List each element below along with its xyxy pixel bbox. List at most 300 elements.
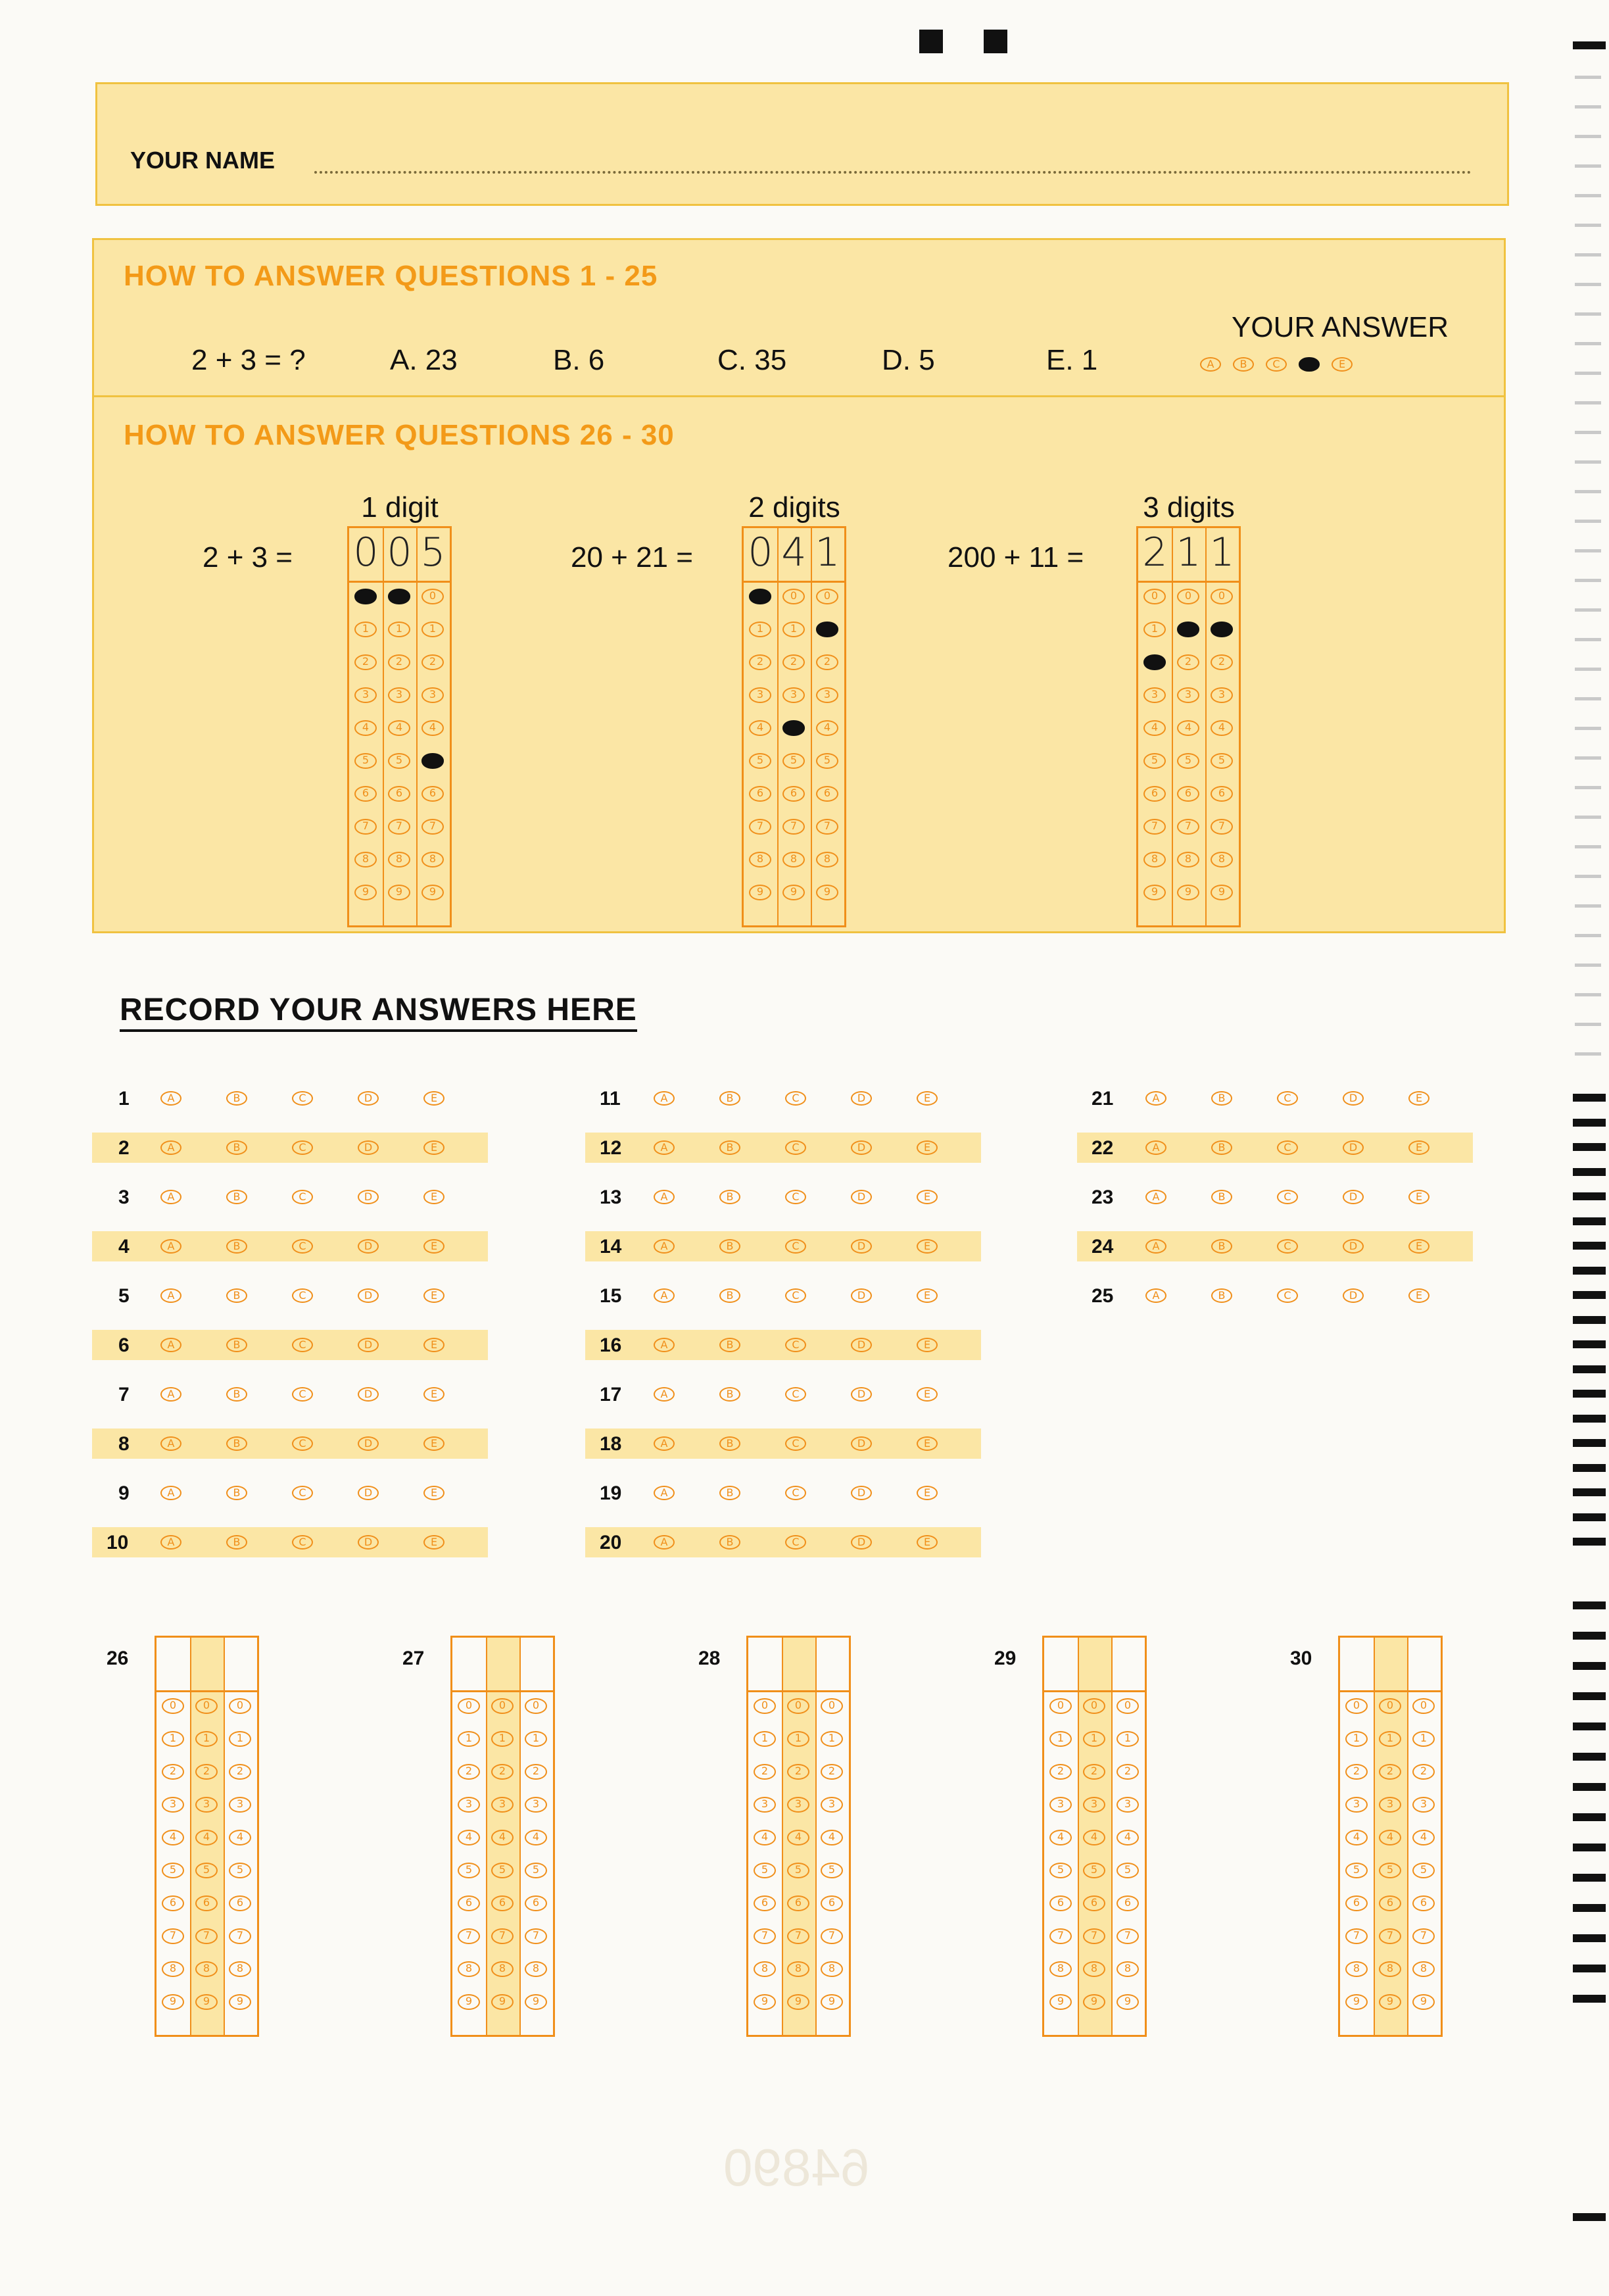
example-grid-1-bubble-9[interactable]: 9 bbox=[388, 885, 410, 900]
answer-bubble-22-a[interactable]: A bbox=[1145, 1140, 1166, 1155]
answer-grid-29-bubble-1[interactable]: 1 bbox=[1117, 1731, 1139, 1747]
answer-bubble-20-d[interactable]: D bbox=[851, 1535, 872, 1550]
example-grid-3-bubble-1[interactable] bbox=[1211, 622, 1233, 637]
example-grid-2-bubble-1[interactable]: 1 bbox=[782, 622, 805, 637]
answer-grid-29-bubble-1[interactable]: 1 bbox=[1083, 1731, 1105, 1747]
answer-grid-29-bubble-3[interactable]: 3 bbox=[1083, 1797, 1105, 1813]
answer-bubble-18-d[interactable]: D bbox=[851, 1436, 872, 1451]
answer-bubble-14-b[interactable]: B bbox=[719, 1239, 740, 1254]
answer-grid-29-bubble-2[interactable]: 2 bbox=[1083, 1764, 1105, 1780]
answer-grid-29-bubble-8[interactable]: 8 bbox=[1083, 1961, 1105, 1977]
answer-bubble-15-a[interactable]: A bbox=[654, 1288, 675, 1303]
answer-bubble-17-b[interactable]: B bbox=[719, 1387, 740, 1402]
answer-grid-28-bubble-0[interactable]: 0 bbox=[787, 1698, 809, 1714]
example-grid-1-bubble-6[interactable]: 6 bbox=[421, 786, 444, 802]
answer-grid-30-bubble-0[interactable]: 0 bbox=[1412, 1698, 1435, 1714]
example-grid-2-bubble-8[interactable]: 8 bbox=[816, 852, 838, 867]
answer-grid-26-bubble-3[interactable]: 3 bbox=[162, 1797, 184, 1813]
answer-bubble-13-c[interactable]: C bbox=[785, 1190, 806, 1204]
example-grid-1-bubble-2[interactable]: 2 bbox=[421, 654, 444, 670]
answer-grid-30-bubble-3[interactable]: 3 bbox=[1345, 1797, 1368, 1813]
example-grid-2-bubble-2[interactable]: 2 bbox=[749, 654, 771, 670]
example-grid-3-bubble-0[interactable]: 0 bbox=[1211, 589, 1233, 604]
example-grid-1-bubble-7[interactable]: 7 bbox=[388, 819, 410, 835]
answer-grid-26-bubble-8[interactable]: 8 bbox=[229, 1961, 251, 1977]
answer-bubble-23-c[interactable]: C bbox=[1277, 1190, 1298, 1204]
answer-grid-26-bubble-7[interactable]: 7 bbox=[195, 1928, 218, 1944]
answer-grid-28-bubble-1[interactable]: 1 bbox=[821, 1731, 843, 1747]
answer-grid-27-bubble-7[interactable]: 7 bbox=[525, 1928, 547, 1944]
answer-grid-26-bubble-4[interactable]: 4 bbox=[229, 1830, 251, 1845]
answer-bubble-8-c[interactable]: C bbox=[292, 1436, 313, 1451]
answer-grid-27-bubble-6[interactable]: 6 bbox=[525, 1895, 547, 1911]
answer-bubble-1-a[interactable]: A bbox=[160, 1091, 181, 1106]
answer-grid-28-bubble-4[interactable]: 4 bbox=[821, 1830, 843, 1845]
answer-bubble-15-e[interactable]: E bbox=[917, 1288, 938, 1303]
example-grid-3-bubble-3[interactable]: 3 bbox=[1143, 687, 1166, 703]
answer-bubble-24-b[interactable]: B bbox=[1211, 1239, 1232, 1254]
answer-grid-28-bubble-1[interactable]: 1 bbox=[787, 1731, 809, 1747]
answer-grid-27-bubble-2[interactable]: 2 bbox=[491, 1764, 514, 1780]
example-grid-3-bubble-5[interactable]: 5 bbox=[1143, 753, 1166, 769]
answer-bubble-8-a[interactable]: A bbox=[160, 1436, 181, 1451]
answer-bubble-25-e[interactable]: E bbox=[1408, 1288, 1429, 1303]
answer-bubble-3-e[interactable]: E bbox=[423, 1190, 444, 1204]
example-grid-3-bubble-8[interactable]: 8 bbox=[1177, 852, 1199, 867]
example-grid-1-bubble-3[interactable]: 3 bbox=[421, 687, 444, 703]
answer-bubble-6-b[interactable]: B bbox=[226, 1338, 247, 1352]
answer-bubble-13-e[interactable]: E bbox=[917, 1190, 938, 1204]
example-grid-3-bubble-4[interactable]: 4 bbox=[1177, 720, 1199, 736]
answer-bubble-5-e[interactable]: E bbox=[423, 1288, 444, 1303]
answer-grid-26-bubble-6[interactable]: 6 bbox=[229, 1895, 251, 1911]
answer-grid-26-bubble-3[interactable]: 3 bbox=[229, 1797, 251, 1813]
answer-bubble-7-e[interactable]: E bbox=[423, 1387, 444, 1402]
answer-grid-27-bubble-3[interactable]: 3 bbox=[525, 1797, 547, 1813]
example-grid-1-bubble-2[interactable]: 2 bbox=[388, 654, 410, 670]
example-grid-1-bubble-0[interactable] bbox=[354, 589, 377, 604]
answer-grid-30-bubble-7[interactable]: 7 bbox=[1412, 1928, 1435, 1944]
answer-bubble-17-e[interactable]: E bbox=[917, 1387, 938, 1402]
example-grid-2-bubble-1[interactable]: 1 bbox=[749, 622, 771, 637]
example-grid-2-bubble-8[interactable]: 8 bbox=[749, 852, 771, 867]
answer-grid-27-bubble-1[interactable]: 1 bbox=[491, 1731, 514, 1747]
answer-bubble-4-c[interactable]: C bbox=[292, 1239, 313, 1254]
answer-bubble-21-b[interactable]: B bbox=[1211, 1091, 1232, 1106]
answer-grid-30-bubble-1[interactable]: 1 bbox=[1412, 1731, 1435, 1747]
answer-grid-30-bubble-4[interactable]: 4 bbox=[1412, 1830, 1435, 1845]
answer-grid-30-bubble-2[interactable]: 2 bbox=[1345, 1764, 1368, 1780]
answer-grid-28-bubble-0[interactable]: 0 bbox=[754, 1698, 776, 1714]
answer-bubble-24-a[interactable]: A bbox=[1145, 1239, 1166, 1254]
answer-bubble-23-d[interactable]: D bbox=[1343, 1190, 1364, 1204]
answer-bubble-1-e[interactable]: E bbox=[423, 1091, 444, 1106]
answer-grid-30-bubble-6[interactable]: 6 bbox=[1412, 1895, 1435, 1911]
answer-bubble-5-b[interactable]: B bbox=[226, 1288, 247, 1303]
answer-bubble-19-c[interactable]: C bbox=[785, 1486, 806, 1500]
answer-grid-28-bubble-2[interactable]: 2 bbox=[787, 1764, 809, 1780]
answer-grid-26-bubble-7[interactable]: 7 bbox=[229, 1928, 251, 1944]
answer-grid-29-bubble-2[interactable]: 2 bbox=[1049, 1764, 1072, 1780]
answer-grid-30-bubble-5[interactable]: 5 bbox=[1379, 1863, 1401, 1878]
answer-bubble-9-b[interactable]: B bbox=[226, 1486, 247, 1500]
answer-bubble-9-a[interactable]: A bbox=[160, 1486, 181, 1500]
example-grid-2-bubble-6[interactable]: 6 bbox=[816, 786, 838, 802]
example-grid-1-bubble-1[interactable]: 1 bbox=[388, 622, 410, 637]
answer-bubble-22-e[interactable]: E bbox=[1408, 1140, 1429, 1155]
answer-grid-28-bubble-7[interactable]: 7 bbox=[787, 1928, 809, 1944]
answer-bubble-2-c[interactable]: C bbox=[292, 1140, 313, 1155]
answer-grid-30-bubble-3[interactable]: 3 bbox=[1412, 1797, 1435, 1813]
example-grid-3-bubble-0[interactable]: 0 bbox=[1143, 589, 1166, 604]
answer-grid-26-bubble-0[interactable]: 0 bbox=[229, 1698, 251, 1714]
example-grid-1-bubble-1[interactable]: 1 bbox=[421, 622, 444, 637]
answer-grid-26-bubble-5[interactable]: 5 bbox=[229, 1863, 251, 1878]
answer-grid-30-bubble-9[interactable]: 9 bbox=[1345, 1994, 1368, 2010]
example-grid-2-bubble-7[interactable]: 7 bbox=[782, 819, 805, 835]
answer-bubble-8-b[interactable]: B bbox=[226, 1436, 247, 1451]
answer-bubble-11-e[interactable]: E bbox=[917, 1091, 938, 1106]
example-grid-3-bubble-1[interactable]: 1 bbox=[1143, 622, 1166, 637]
answer-bubble-24-e[interactable]: E bbox=[1408, 1239, 1429, 1254]
answer-grid-28-bubble-0[interactable]: 0 bbox=[821, 1698, 843, 1714]
example-grid-2-bubble-5[interactable]: 5 bbox=[782, 753, 805, 769]
example-grid-3-bubble-9[interactable]: 9 bbox=[1143, 885, 1166, 900]
example-grid-1-bubble-1[interactable]: 1 bbox=[354, 622, 377, 637]
example-grid-3-bubble-5[interactable]: 5 bbox=[1177, 753, 1199, 769]
example-grid-1-bubble-3[interactable]: 3 bbox=[354, 687, 377, 703]
answer-grid-30-bubble-7[interactable]: 7 bbox=[1345, 1928, 1368, 1944]
answer-grid-27-bubble-1[interactable]: 1 bbox=[458, 1731, 480, 1747]
example-grid-2-bubble-9[interactable]: 9 bbox=[816, 885, 838, 900]
answer-grid-26-bubble-1[interactable]: 1 bbox=[162, 1731, 184, 1747]
answer-bubble-9-d[interactable]: D bbox=[358, 1486, 379, 1500]
answer-grid-27-bubble-4[interactable]: 4 bbox=[491, 1830, 514, 1845]
example-grid-2-bubble-9[interactable]: 9 bbox=[782, 885, 805, 900]
answer-grid-28-bubble-8[interactable]: 8 bbox=[787, 1961, 809, 1977]
answer-grid-29-bubble-7[interactable]: 7 bbox=[1117, 1928, 1139, 1944]
answer-grid-27-bubble-4[interactable]: 4 bbox=[525, 1830, 547, 1845]
answer-bubble-12-d[interactable]: D bbox=[851, 1140, 872, 1155]
example-grid-3-bubble-2[interactable]: 2 bbox=[1211, 654, 1233, 670]
answer-bubble-24-c[interactable]: C bbox=[1277, 1239, 1298, 1254]
answer-bubble-6-e[interactable]: E bbox=[423, 1338, 444, 1352]
answer-grid-30-bubble-5[interactable]: 5 bbox=[1345, 1863, 1368, 1878]
example-grid-3-bubble-4[interactable]: 4 bbox=[1143, 720, 1166, 736]
answer-grid-29-bubble-4[interactable]: 4 bbox=[1083, 1830, 1105, 1845]
answer-grid-28-bubble-3[interactable]: 3 bbox=[754, 1797, 776, 1813]
answer-bubble-4-e[interactable]: E bbox=[423, 1239, 444, 1254]
answer-bubble-25-b[interactable]: B bbox=[1211, 1288, 1232, 1303]
example-grid-3-bubble-0[interactable]: 0 bbox=[1177, 589, 1199, 604]
answer-grid-30-bubble-4[interactable]: 4 bbox=[1379, 1830, 1401, 1845]
answer-bubble-24-d[interactable]: D bbox=[1343, 1239, 1364, 1254]
example-grid-2-bubble-4[interactable] bbox=[782, 720, 805, 736]
answer-grid-30-bubble-1[interactable]: 1 bbox=[1345, 1731, 1368, 1747]
example-grid-1-bubble-5[interactable]: 5 bbox=[388, 753, 410, 769]
answer-bubble-7-c[interactable]: C bbox=[292, 1387, 313, 1402]
answer-grid-27-bubble-2[interactable]: 2 bbox=[525, 1764, 547, 1780]
answer-grid-27-bubble-5[interactable]: 5 bbox=[491, 1863, 514, 1878]
answer-bubble-25-c[interactable]: C bbox=[1277, 1288, 1298, 1303]
example-grid-1-bubble-0[interactable] bbox=[388, 589, 410, 604]
answer-grid-26-bubble-2[interactable]: 2 bbox=[162, 1764, 184, 1780]
answer-bubble-7-b[interactable]: B bbox=[226, 1387, 247, 1402]
example-grid-2-bubble-4[interactable]: 4 bbox=[816, 720, 838, 736]
answer-grid-30-bubble-9[interactable]: 9 bbox=[1379, 1994, 1401, 2010]
answer-bubble-20-b[interactable]: B bbox=[719, 1535, 740, 1550]
answer-grid-27-bubble-0[interactable]: 0 bbox=[491, 1698, 514, 1714]
example-grid-3-bubble-3[interactable]: 3 bbox=[1211, 687, 1233, 703]
answer-grid-29-bubble-0[interactable]: 0 bbox=[1083, 1698, 1105, 1714]
answer-grid-30-bubble-2[interactable]: 2 bbox=[1412, 1764, 1435, 1780]
answer-grid-27-bubble-8[interactable]: 8 bbox=[458, 1961, 480, 1977]
answer-bubble-21-e[interactable]: E bbox=[1408, 1091, 1429, 1106]
answer-bubble-5-d[interactable]: D bbox=[358, 1288, 379, 1303]
answer-bubble-12-e[interactable]: E bbox=[917, 1140, 938, 1155]
answer-grid-29-bubble-6[interactable]: 6 bbox=[1049, 1895, 1072, 1911]
answer-bubble-3-b[interactable]: B bbox=[226, 1190, 247, 1204]
example-grid-2-bubble-1[interactable] bbox=[816, 622, 838, 637]
answer-bubble-2-d[interactable]: D bbox=[358, 1140, 379, 1155]
answer-bubble-15-c[interactable]: C bbox=[785, 1288, 806, 1303]
answer-bubble-10-e[interactable]: E bbox=[423, 1535, 444, 1550]
example-grid-3-bubble-2[interactable]: 2 bbox=[1177, 654, 1199, 670]
answer-grid-27-bubble-6[interactable]: 6 bbox=[458, 1895, 480, 1911]
answer-bubble-8-d[interactable]: D bbox=[358, 1436, 379, 1451]
answer-grid-29-bubble-3[interactable]: 3 bbox=[1117, 1797, 1139, 1813]
example-grid-3-bubble-1[interactable] bbox=[1177, 622, 1199, 637]
answer-bubble-13-b[interactable]: B bbox=[719, 1190, 740, 1204]
answer-grid-28-bubble-5[interactable]: 5 bbox=[787, 1863, 809, 1878]
answer-grid-26-bubble-9[interactable]: 9 bbox=[229, 1994, 251, 2010]
answer-grid-27-bubble-9[interactable]: 9 bbox=[458, 1994, 480, 2010]
answer-bubble-16-d[interactable]: D bbox=[851, 1338, 872, 1352]
answer-bubble-14-a[interactable]: A bbox=[654, 1239, 675, 1254]
example-grid-2-bubble-6[interactable]: 6 bbox=[782, 786, 805, 802]
answer-grid-29-bubble-9[interactable]: 9 bbox=[1117, 1994, 1139, 2010]
answer-bubble-22-c[interactable]: C bbox=[1277, 1140, 1298, 1155]
example-grid-2-bubble-3[interactable]: 3 bbox=[816, 687, 838, 703]
answer-grid-29-bubble-6[interactable]: 6 bbox=[1117, 1895, 1139, 1911]
answer-grid-30-bubble-9[interactable]: 9 bbox=[1412, 1994, 1435, 2010]
answer-bubble-20-e[interactable]: E bbox=[917, 1535, 938, 1550]
answer-bubble-14-e[interactable]: E bbox=[917, 1239, 938, 1254]
example-grid-1-bubble-9[interactable]: 9 bbox=[354, 885, 377, 900]
answer-bubble-16-e[interactable]: E bbox=[917, 1338, 938, 1352]
answer-grid-28-bubble-8[interactable]: 8 bbox=[821, 1961, 843, 1977]
example-grid-2-bubble-7[interactable]: 7 bbox=[816, 819, 838, 835]
answer-grid-27-bubble-3[interactable]: 3 bbox=[491, 1797, 514, 1813]
answer-grid-26-bubble-1[interactable]: 1 bbox=[229, 1731, 251, 1747]
answer-grid-26-bubble-7[interactable]: 7 bbox=[162, 1928, 184, 1944]
answer-grid-28-bubble-4[interactable]: 4 bbox=[787, 1830, 809, 1845]
answer-bubble-10-d[interactable]: D bbox=[358, 1535, 379, 1550]
answer-bubble-5-a[interactable]: A bbox=[160, 1288, 181, 1303]
example-grid-1-bubble-8[interactable]: 8 bbox=[421, 852, 444, 867]
answer-grid-27-bubble-7[interactable]: 7 bbox=[491, 1928, 514, 1944]
answer-grid-26-bubble-8[interactable]: 8 bbox=[162, 1961, 184, 1977]
answer-grid-26-bubble-0[interactable]: 0 bbox=[195, 1698, 218, 1714]
answer-bubble-10-c[interactable]: C bbox=[292, 1535, 313, 1550]
answer-grid-26-bubble-2[interactable]: 2 bbox=[229, 1764, 251, 1780]
answer-bubble-3-a[interactable]: A bbox=[160, 1190, 181, 1204]
answer-bubble-16-a[interactable]: A bbox=[654, 1338, 675, 1352]
answer-bubble-8-e[interactable]: E bbox=[423, 1436, 444, 1451]
example-grid-1-bubble-4[interactable]: 4 bbox=[354, 720, 377, 736]
example-grid-3-bubble-7[interactable]: 7 bbox=[1211, 819, 1233, 835]
example-grid-1-bubble-2[interactable]: 2 bbox=[354, 654, 377, 670]
answer-grid-28-bubble-4[interactable]: 4 bbox=[754, 1830, 776, 1845]
example-grid-3-bubble-3[interactable]: 3 bbox=[1177, 687, 1199, 703]
answer-grid-30-bubble-6[interactable]: 6 bbox=[1345, 1895, 1368, 1911]
answer-grid-30-bubble-7[interactable]: 7 bbox=[1379, 1928, 1401, 1944]
example-grid-2-bubble-3[interactable]: 3 bbox=[782, 687, 805, 703]
answer-bubble-11-d[interactable]: D bbox=[851, 1091, 872, 1106]
answer-bubble-19-a[interactable]: A bbox=[654, 1486, 675, 1500]
answer-grid-27-bubble-8[interactable]: 8 bbox=[525, 1961, 547, 1977]
example-grid-1-bubble-7[interactable]: 7 bbox=[354, 819, 377, 835]
answer-bubble-3-d[interactable]: D bbox=[358, 1190, 379, 1204]
answer-grid-27-bubble-5[interactable]: 5 bbox=[525, 1863, 547, 1878]
example-grid-3-bubble-2[interactable] bbox=[1143, 654, 1166, 670]
example-grid-2-bubble-9[interactable]: 9 bbox=[749, 885, 771, 900]
answer-bubble-25-a[interactable]: A bbox=[1145, 1288, 1166, 1303]
answer-bubble-23-e[interactable]: E bbox=[1408, 1190, 1429, 1204]
answer-bubble-11-a[interactable]: A bbox=[654, 1091, 675, 1106]
answer-bubble-23-a[interactable]: A bbox=[1145, 1190, 1166, 1204]
example-grid-3-bubble-8[interactable]: 8 bbox=[1143, 852, 1166, 867]
answer-bubble-10-b[interactable]: B bbox=[226, 1535, 247, 1550]
example-grid-3-bubble-9[interactable]: 9 bbox=[1211, 885, 1233, 900]
answer-grid-27-bubble-0[interactable]: 0 bbox=[525, 1698, 547, 1714]
answer-bubble-14-c[interactable]: C bbox=[785, 1239, 806, 1254]
answer-bubble-10-a[interactable]: A bbox=[160, 1535, 181, 1550]
answer-bubble-19-b[interactable]: B bbox=[719, 1486, 740, 1500]
answer-bubble-21-d[interactable]: D bbox=[1343, 1091, 1364, 1106]
example-grid-2-bubble-0[interactable]: 0 bbox=[782, 589, 805, 604]
answer-bubble-2-a[interactable]: A bbox=[160, 1140, 181, 1155]
answer-bubble-6-d[interactable]: D bbox=[358, 1338, 379, 1352]
answer-grid-27-bubble-2[interactable]: 2 bbox=[458, 1764, 480, 1780]
example-grid-2-bubble-7[interactable]: 7 bbox=[749, 819, 771, 835]
answer-grid-29-bubble-6[interactable]: 6 bbox=[1083, 1895, 1105, 1911]
answer-grid-28-bubble-9[interactable]: 9 bbox=[821, 1994, 843, 2010]
answer-bubble-4-b[interactable]: B bbox=[226, 1239, 247, 1254]
example-grid-1-bubble-8[interactable]: 8 bbox=[388, 852, 410, 867]
answer-grid-29-bubble-0[interactable]: 0 bbox=[1117, 1698, 1139, 1714]
example-grid-1-bubble-4[interactable]: 4 bbox=[421, 720, 444, 736]
answer-grid-30-bubble-0[interactable]: 0 bbox=[1345, 1698, 1368, 1714]
answer-bubble-21-c[interactable]: C bbox=[1277, 1091, 1298, 1106]
answer-bubble-12-a[interactable]: A bbox=[654, 1140, 675, 1155]
answer-grid-30-bubble-5[interactable]: 5 bbox=[1412, 1863, 1435, 1878]
answer-grid-29-bubble-2[interactable]: 2 bbox=[1117, 1764, 1139, 1780]
answer-bubble-9-e[interactable]: E bbox=[423, 1486, 444, 1500]
answer-grid-26-bubble-1[interactable]: 1 bbox=[195, 1731, 218, 1747]
answer-grid-26-bubble-6[interactable]: 6 bbox=[195, 1895, 218, 1911]
your-name-line[interactable] bbox=[314, 171, 1472, 174]
answer-grid-29-bubble-4[interactable]: 4 bbox=[1117, 1830, 1139, 1845]
answer-grid-26-bubble-4[interactable]: 4 bbox=[195, 1830, 218, 1845]
example-grid-1-bubble-3[interactable]: 3 bbox=[388, 687, 410, 703]
answer-bubble-4-a[interactable]: A bbox=[160, 1239, 181, 1254]
answer-bubble-22-d[interactable]: D bbox=[1343, 1140, 1364, 1155]
answer-grid-30-bubble-0[interactable]: 0 bbox=[1379, 1698, 1401, 1714]
answer-grid-28-bubble-3[interactable]: 3 bbox=[787, 1797, 809, 1813]
answer-grid-29-bubble-9[interactable]: 9 bbox=[1083, 1994, 1105, 2010]
example-grid-3-bubble-6[interactable]: 6 bbox=[1177, 786, 1199, 802]
answer-grid-28-bubble-9[interactable]: 9 bbox=[754, 1994, 776, 2010]
answer-bubble-18-a[interactable]: A bbox=[654, 1436, 675, 1451]
answer-grid-28-bubble-2[interactable]: 2 bbox=[821, 1764, 843, 1780]
answer-bubble-23-b[interactable]: B bbox=[1211, 1190, 1232, 1204]
answer-grid-29-bubble-5[interactable]: 5 bbox=[1049, 1863, 1072, 1878]
answer-grid-26-bubble-2[interactable]: 2 bbox=[195, 1764, 218, 1780]
answer-bubble-5-c[interactable]: C bbox=[292, 1288, 313, 1303]
answer-bubble-2-e[interactable]: E bbox=[423, 1140, 444, 1155]
answer-grid-28-bubble-8[interactable]: 8 bbox=[754, 1961, 776, 1977]
answer-grid-27-bubble-7[interactable]: 7 bbox=[458, 1928, 480, 1944]
answer-grid-27-bubble-6[interactable]: 6 bbox=[491, 1895, 514, 1911]
answer-bubble-19-d[interactable]: D bbox=[851, 1486, 872, 1500]
answer-grid-29-bubble-7[interactable]: 7 bbox=[1083, 1928, 1105, 1944]
answer-grid-30-bubble-8[interactable]: 8 bbox=[1345, 1961, 1368, 1977]
answer-grid-29-bubble-5[interactable]: 5 bbox=[1117, 1863, 1139, 1878]
example-grid-3-bubble-4[interactable]: 4 bbox=[1211, 720, 1233, 736]
answer-bubble-1-c[interactable]: C bbox=[292, 1091, 313, 1106]
answer-grid-26-bubble-0[interactable]: 0 bbox=[162, 1698, 184, 1714]
answer-bubble-21-a[interactable]: A bbox=[1145, 1091, 1166, 1106]
answer-bubble-13-d[interactable]: D bbox=[851, 1190, 872, 1204]
answer-bubble-6-c[interactable]: C bbox=[292, 1338, 313, 1352]
answer-bubble-17-d[interactable]: D bbox=[851, 1387, 872, 1402]
example-grid-1-bubble-6[interactable]: 6 bbox=[354, 786, 377, 802]
answer-grid-28-bubble-9[interactable]: 9 bbox=[787, 1994, 809, 2010]
example-grid-2-bubble-6[interactable]: 6 bbox=[749, 786, 771, 802]
answer-bubble-16-c[interactable]: C bbox=[785, 1338, 806, 1352]
answer-bubble-18-b[interactable]: B bbox=[719, 1436, 740, 1451]
answer-bubble-16-b[interactable]: B bbox=[719, 1338, 740, 1352]
answer-grid-26-bubble-3[interactable]: 3 bbox=[195, 1797, 218, 1813]
answer-bubble-4-d[interactable]: D bbox=[358, 1239, 379, 1254]
example-grid-1-bubble-5[interactable] bbox=[421, 753, 444, 769]
example-grid-1-bubble-0[interactable]: 0 bbox=[421, 589, 444, 604]
example-grid-2-bubble-5[interactable]: 5 bbox=[749, 753, 771, 769]
answer-bubble-25-d[interactable]: D bbox=[1343, 1288, 1364, 1303]
example-grid-1-bubble-4[interactable]: 4 bbox=[388, 720, 410, 736]
example-grid-3-bubble-8[interactable]: 8 bbox=[1211, 852, 1233, 867]
answer-grid-28-bubble-7[interactable]: 7 bbox=[754, 1928, 776, 1944]
answer-bubble-14-d[interactable]: D bbox=[851, 1239, 872, 1254]
answer-grid-26-bubble-9[interactable]: 9 bbox=[162, 1994, 184, 2010]
answer-grid-26-bubble-4[interactable]: 4 bbox=[162, 1830, 184, 1845]
answer-bubble-11-c[interactable]: C bbox=[785, 1091, 806, 1106]
answer-grid-30-bubble-4[interactable]: 4 bbox=[1345, 1830, 1368, 1845]
answer-bubble-13-a[interactable]: A bbox=[654, 1190, 675, 1204]
example-grid-2-bubble-5[interactable]: 5 bbox=[816, 753, 838, 769]
answer-grid-29-bubble-8[interactable]: 8 bbox=[1117, 1961, 1139, 1977]
example-grid-2-bubble-0[interactable] bbox=[749, 589, 771, 604]
answer-bubble-7-d[interactable]: D bbox=[358, 1387, 379, 1402]
answer-grid-29-bubble-0[interactable]: 0 bbox=[1049, 1698, 1072, 1714]
answer-grid-29-bubble-5[interactable]: 5 bbox=[1083, 1863, 1105, 1878]
answer-grid-27-bubble-1[interactable]: 1 bbox=[525, 1731, 547, 1747]
answer-bubble-7-a[interactable]: A bbox=[160, 1387, 181, 1402]
example-grid-2-bubble-8[interactable]: 8 bbox=[782, 852, 805, 867]
answer-grid-28-bubble-5[interactable]: 5 bbox=[754, 1863, 776, 1878]
answer-grid-27-bubble-0[interactable]: 0 bbox=[458, 1698, 480, 1714]
